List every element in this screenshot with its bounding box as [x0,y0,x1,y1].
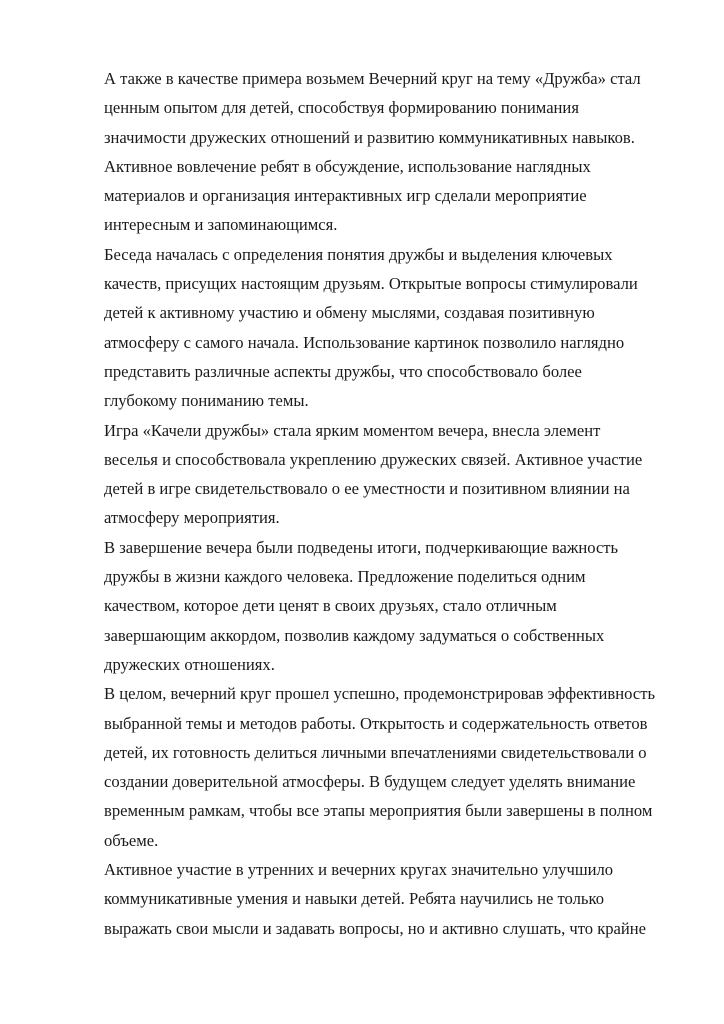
text-line: В завершение вечера были подведены итоги, подчеркивающие важность [104,537,619,557]
text-line: интересным и запоминающимся. [104,215,338,235]
text-line: веселья и способствовала укреплению дружеских связей. Активное участие [104,449,643,469]
text-line: качеством, которое дети ценят в своих друзьях, стало отличным [104,596,557,616]
text-line: временным рамкам, чтобы все этапы мероприятия были завершены в полном [104,801,653,821]
text-line: качеств, присущих настоящим друзьям. Открытые вопросы стимулировали [104,274,638,294]
text-line: атмосферу с самого начала. Использование картинок позволило наглядно [104,332,625,352]
text-line: материалов и организация интерактивных игр сделали мероприятие [104,186,587,206]
text-line: значимости дружеских отношений и развитию коммуникативных навыков. [104,127,635,147]
text-line: Игра «Качели дружбы» стала ярким моментом вечера, внесла элемент [104,420,601,440]
text-line: А также в качестве примера возьмем Вечерний круг на тему «Дружба» стал [104,69,641,88]
text-line: Активное участие в утренних и вечерних кругах значительно улучшило [104,860,614,880]
text-line: детей, их готовность делиться личными впечатлениями свидетельствовали о [104,742,647,762]
text-line: дружбы в жизни каждого человека. Предложение поделиться одним [104,567,586,587]
text-line: детей к активному участию и обмену мыслями, создавая позитивную [104,303,595,323]
text-line: дружеских отношениях. [104,654,275,674]
text-line: Беседа началась с определения понятия дружбы и выделения ключевых [104,244,613,264]
text-line: ценным опытом для детей, способствуя формированию понимания [104,98,579,118]
body-text [104,64,684,943]
text-line: выражать свои мысли и задавать вопросы, но и активно слушать, что крайне [104,918,647,938]
text-line: объеме. [104,830,159,850]
text-line: коммуникативные умения и навыки детей. Ребята научились не только [104,889,604,909]
text-line: представить различные аспекты дружбы, что способствовало более [104,361,582,381]
text-line: завершающим аккордом, позволив каждому задуматься о собственных [104,625,605,645]
text-line: атмосферу мероприятия. [104,508,280,528]
text-line: выбранной темы и методов работы. Открытость и содержательность ответов [104,713,648,733]
text-line: В целом, вечерний круг прошел успешно, продемонстрировав эффективность [104,684,656,704]
text-line: Активное вовлечение ребят в обсуждение, использование наглядных [104,156,591,176]
text-line: создании доверительной атмосферы. В будущем следует уделять внимание [104,772,636,792]
text-line: детей в игре свидетельствовало о ее уместности и позитивном влиянии на [104,479,630,499]
text-line: глубокому пониманию темы. [104,391,309,411]
